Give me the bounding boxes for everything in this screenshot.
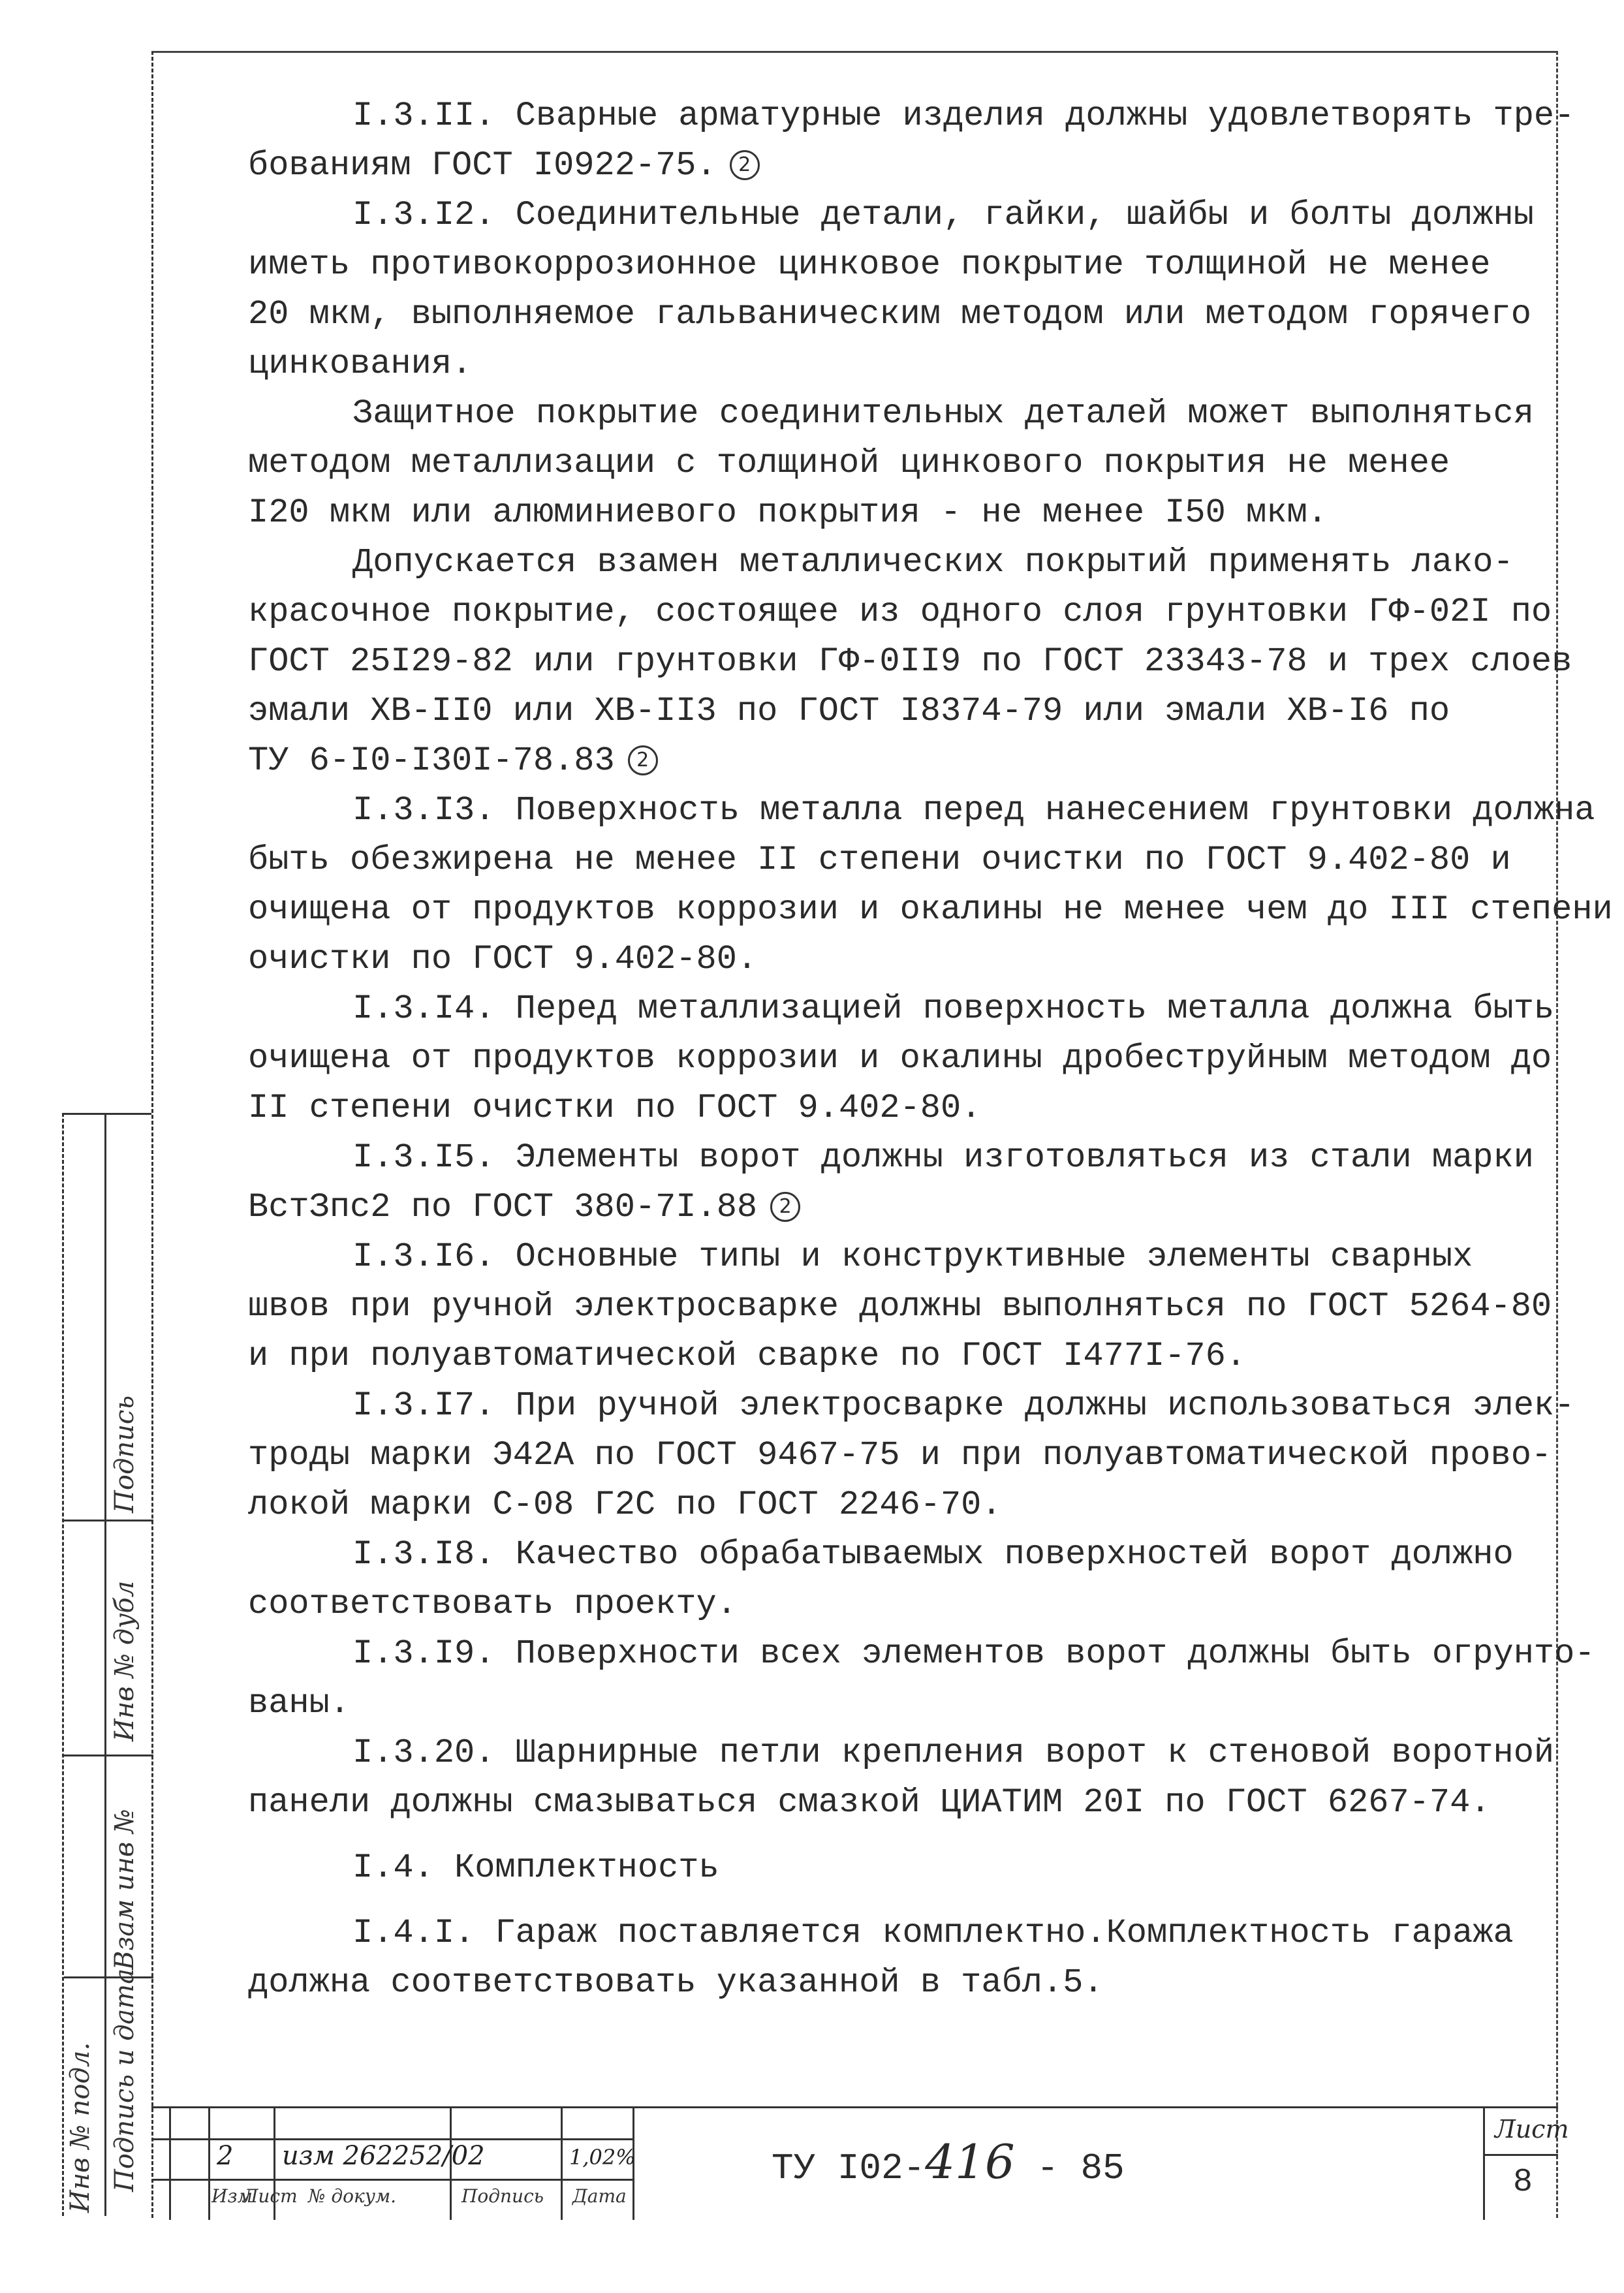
text-line <box>248 935 1580 984</box>
text-line <box>248 488 1580 538</box>
text-line <box>248 637 1580 687</box>
line-text: очищена от продуктов коррозии и окалины не менее чем до III степени <box>248 890 1613 929</box>
text-line <box>248 1282 1580 1332</box>
line-text: I20 мкм или алюминиевого покрытия - не менее I50 мкм. <box>248 493 1328 532</box>
text-line <box>248 191 1580 240</box>
sheet-number: 8 <box>1513 2164 1533 2201</box>
line-text: Допускается взамен металлических покрытий применять лако- <box>352 543 1514 582</box>
line-text: бованиям ГОСТ I0922-75. <box>248 146 717 185</box>
text-line <box>248 1480 1580 1530</box>
text-line <box>248 835 1580 885</box>
line-text: I.3.I3. Поверхность металла перед нанесением грунтовки должна <box>352 791 1595 830</box>
line-text: ГОСТ 25I29-82 или грунтовки ГФ-0II9 по ГОСТ 23343-78 и трех слоев <box>248 642 1572 681</box>
line-text: швов при ручной электросварке должны выполняться по ГОСТ 5264-80 <box>248 1287 1552 1326</box>
doc-code-suffix: - 85 <box>1014 2147 1125 2189</box>
text-line <box>248 984 1580 1034</box>
side-label-inv-dubl: Инв № дубл <box>110 1580 140 1741</box>
text-line <box>248 240 1580 290</box>
side-label-podpis: Подпись <box>110 1395 140 1513</box>
text-line <box>248 141 1580 191</box>
side-label-vzam-inv: Взам инв № <box>110 1809 140 1970</box>
line-text: Защитное покрытие соединительных деталей может выполняться <box>352 394 1534 433</box>
text-line <box>248 1909 1580 1958</box>
tb-header-izm: Изм <box>211 2185 253 2207</box>
line-text: I.3.I2. Соединительные детали, гайки, шайбы и болты должны <box>352 196 1534 234</box>
line-text: быть обезжирена не менее II степени очистки по ГОСТ 9.402-80 и <box>248 841 1511 879</box>
document-code <box>772 2134 1125 2189</box>
text-line <box>248 1332 1580 1381</box>
line-text: иметь противокоррозионное цинковое покрытие толщиной не менее <box>248 245 1491 284</box>
text-line <box>248 1133 1580 1183</box>
line-text: локой марки С-08 Г2С по ГОСТ 2246-70. <box>248 1486 1002 1524</box>
text-line <box>248 736 1580 786</box>
text-line <box>248 1679 1580 1728</box>
doc-code-prefix: ТУ I02- <box>772 2147 926 2189</box>
line-text: соответствовать проекту. <box>248 1585 737 1623</box>
revision-mark: 2 <box>770 1192 800 1222</box>
tb-date-value: 1,02% <box>569 2145 636 2170</box>
line-text: I.3.I7. При ручной электросварке должны использоваться элек- <box>352 1386 1575 1425</box>
revision-mark: 2 <box>628 745 658 775</box>
line-text: очистки по ГОСТ 9.402-80. <box>248 940 758 978</box>
paragraph <box>248 91 1580 191</box>
tb-col <box>151 2108 171 2220</box>
paragraph <box>248 1133 1580 1232</box>
text-line <box>248 1778 1580 1828</box>
text-line <box>248 1530 1580 1580</box>
text-line <box>248 339 1580 389</box>
text-line <box>248 1728 1580 1778</box>
text-line <box>248 1381 1580 1431</box>
title-block <box>151 2106 1558 2218</box>
tb-header-ndok: № докум. <box>308 2185 397 2207</box>
tb-list-value: изм 262252/02 <box>282 2141 485 2171</box>
paragraph <box>248 1728 1580 1828</box>
line-text: методом металлизации с толщиной цинкового покрытия не менее <box>248 444 1450 482</box>
text-line <box>248 1629 1595 1679</box>
paragraph <box>248 389 1580 538</box>
text-line <box>248 91 1580 141</box>
text-line <box>248 290 1580 339</box>
tb-line <box>1483 2154 1558 2156</box>
tb-col <box>171 2108 210 2220</box>
tb-header-list: Лист <box>243 2185 298 2207</box>
line-text: 20 мкм, выполняемое гальваническим методом или методом горячего <box>248 295 1531 334</box>
paragraph <box>248 1381 1580 1530</box>
text-line <box>248 687 1580 736</box>
line-text: красочное покрытие, состоящее из одного слоя грунтовки ГФ-02I по <box>248 593 1552 631</box>
line-text: очищена от продуктов коррозии и окалины дробеструйным методом до <box>248 1039 1552 1078</box>
text-line <box>248 1034 1580 1084</box>
line-text: I.3.II. Сварные арматурные изделия должны удовлетворять тре- <box>352 97 1575 135</box>
tb-header-podpis: Подпись <box>461 2185 544 2207</box>
tb-col <box>1483 2108 1485 2220</box>
line-text: I.4. Комплектность <box>352 1848 719 1887</box>
side-label-podpis-data: Подпись и дата <box>110 1968 140 2192</box>
text-line <box>248 439 1580 488</box>
tb-izm-value: 2 <box>217 2141 234 2171</box>
paragraph <box>248 786 1613 984</box>
paragraph <box>248 984 1580 1133</box>
paragraph <box>248 1629 1595 1728</box>
line-text: эмали ХВ-II0 или ХВ-II3 по ГОСТ I8374-79 или эмали ХВ-I6 по <box>248 692 1450 730</box>
line-text: панели должны смазываться смазкой ЦИАТИМ 20I по ГОСТ 6267-74. <box>248 1783 1491 1822</box>
paragraph <box>248 1909 1580 2008</box>
paragraph <box>248 191 1580 389</box>
text-line <box>248 786 1595 835</box>
text-line <box>248 1580 1580 1629</box>
text-line <box>248 538 1580 587</box>
line-text: I.3.I4. Перед металлизацией поверхность металла должна быть <box>352 990 1555 1028</box>
line-text: должна соответствовать указанной в табл.5. <box>248 1963 1104 2002</box>
text-line <box>248 1958 1580 2008</box>
line-text: ТУ 6-I0-I30I-78.83 <box>248 741 615 780</box>
text-line <box>248 1431 1580 1480</box>
paragraph <box>248 1530 1580 1629</box>
line-text: цинкования. <box>248 345 473 383</box>
text-line <box>248 1183 1580 1232</box>
text-line <box>248 1843 1580 1893</box>
paragraph <box>248 538 1580 786</box>
line-text: I.3.I5. Элементы ворот должны изготовляться из стали марки <box>352 1138 1534 1177</box>
text-line <box>248 587 1580 637</box>
line-text: I.3.20. Шарнирные петли крепления ворот к стеновой воротной <box>352 1734 1555 1772</box>
text-line <box>248 1084 1580 1133</box>
line-text: и при полуавтоматической сварке по ГОСТ I477I-76. <box>248 1337 1247 1375</box>
side-divider <box>64 1520 153 1521</box>
tb-header-data: Дата <box>572 2185 627 2207</box>
paragraph <box>248 1232 1580 1381</box>
line-text: ВстЗпс2 по ГОСТ 380-7I.88 <box>248 1188 758 1226</box>
line-text: ваны. <box>248 1684 351 1723</box>
document-body <box>248 91 1613 2008</box>
line-text: I.3.I9. Поверхности всех элементов ворот должны быть огрунто- <box>352 1634 1595 1673</box>
text-line <box>248 885 1613 935</box>
text-line <box>248 1232 1580 1282</box>
side-divider <box>64 1755 153 1756</box>
line-text: I.4.I. Гараж поставляется комплектно.Комплектность гаража <box>352 1914 1514 1952</box>
paragraph <box>248 1843 1580 1893</box>
text-line <box>248 389 1580 439</box>
side-divider <box>64 1976 153 1978</box>
sheet-label: Лист <box>1495 2115 1569 2144</box>
line-text: II степени очистки по ГОСТ 9.402-80. <box>248 1089 982 1127</box>
line-text: I.3.I8. Качество обрабатываемых поверхностей ворот должно <box>352 1535 1514 1574</box>
doc-code-number: 416 <box>925 2134 1015 2189</box>
revision-mark: 2 <box>730 150 760 180</box>
side-label-inv-podl: Инв № подл. <box>65 2042 95 2213</box>
line-text: I.3.I6. Основные типы и конструктивные элементы сварных <box>352 1238 1473 1276</box>
line-text: троды марки Э42А по ГОСТ 9467-75 и при полуавтоматической прово- <box>248 1436 1552 1474</box>
